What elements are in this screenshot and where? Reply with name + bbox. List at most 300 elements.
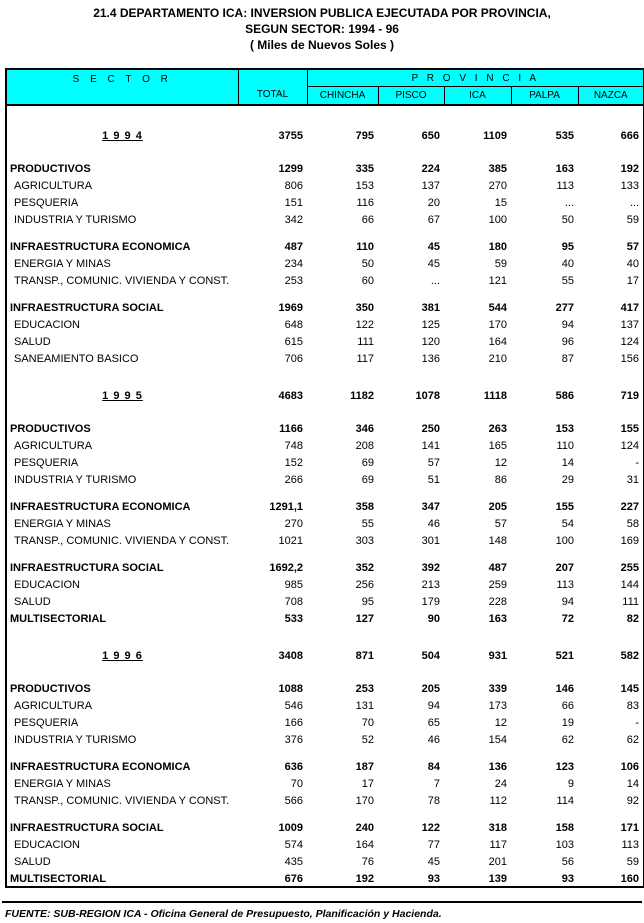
row-label: PRODUCTIVOS [10,163,91,175]
cell-value: 270 [284,518,303,530]
cell-value: 57 [494,518,507,530]
cell-value: - [635,717,640,729]
cell-value: 40 [561,258,574,270]
cell-value: 586 [555,390,574,402]
cell-value: 103 [555,839,574,851]
cell-value: 50 [561,214,574,226]
cell-value: 708 [284,596,303,608]
cell-value: 62 [561,734,574,746]
cell-value: 1166 [279,423,303,435]
cell-value: 1109 [483,130,507,142]
cell-value: 131 [355,700,374,712]
cell-value: 205 [421,683,440,695]
cell-value: 201 [488,856,507,868]
cell-value: 14 [561,457,574,469]
cell-value: 95 [361,596,374,608]
cell-value: 59 [626,214,640,226]
table-row [6,254,644,271]
table-row [6,193,644,210]
cell-value: 156 [620,353,640,365]
column-header-ica: ICA [444,87,511,106]
cell-value: 93 [427,873,440,885]
cell-value: 141 [421,440,440,452]
title-line-2: SEGUN SECTOR: 1994 - 96 [245,22,399,36]
row-label: PESQUERIA [14,197,79,209]
cell-value: 56 [561,856,574,868]
row-label: AGRICULTURA [14,700,93,712]
cell-value: 253 [284,275,303,287]
year-row [6,105,644,149]
cell-value: 24 [494,778,507,790]
cell-value: 113 [556,180,574,192]
cell-value: 346 [355,423,374,435]
table-row [6,531,644,548]
row-label: SALUD [14,336,51,348]
cell-value: 985 [284,579,303,591]
title-line-3: ( Miles de Nuevos Soles ) [249,38,395,52]
table-row [6,315,644,332]
cell-value: 7 [433,778,440,790]
cell-value: 342 [284,214,303,226]
cell-value: 173 [488,700,507,712]
cell-value: 166 [284,717,303,729]
cell-value: 66 [361,214,374,226]
cell-value: 544 [488,302,507,314]
row-label: INFRAESTRUCTURA SOCIAL [10,302,164,314]
table-row [6,730,644,747]
cell-value: 40 [626,258,640,270]
cell-value: 253 [355,683,374,695]
cell-value: 163 [488,613,507,625]
cell-value: - [635,457,640,469]
cell-value: 347 [421,501,440,513]
cell-value: 124 [620,440,640,452]
cell-value: 46 [427,518,440,530]
title-line-1: 21.4 DEPARTAMENTO ICA: INVERSION PUBLICA EJECUTADA POR PROVINCIA, [93,6,551,20]
cell-value: 487 [284,241,303,253]
cell-value: 582 [620,650,640,662]
table-row [6,852,644,869]
cell-value: 122 [421,822,440,834]
cell-value: 94 [561,596,574,608]
cell-value: 136 [488,761,507,773]
cell-value: 931 [488,650,507,662]
table-row [6,696,644,713]
cell-value: 45 [427,241,440,253]
data-table [5,68,644,888]
row-label: INFRAESTRUCTURA ECONOMICA [10,241,191,253]
column-header-chincha: CHINCHA [307,87,378,106]
cell-value: 335 [355,163,374,175]
cell-value: 69 [361,457,374,469]
cell-value: 86 [494,474,507,486]
source-note: FUENTE: SUB-REGION ICA - Oficina General de Presupuesto, Planificación y Hacienda. [5,908,442,920]
row-label: ENERGIA Y MINAS [14,778,111,790]
cell-value: 57 [626,241,640,253]
column-header-sector: S E C T O R [6,69,238,105]
row-label: TRANSP., COMUNIC. VIVIENDA Y CONST. [14,535,230,547]
cell-value: 14 [626,778,640,790]
row-label: EDUCACION [14,319,81,331]
cell-value: 148 [488,535,507,547]
table-row [6,176,644,193]
row-label: ENERGIA Y MINAS [14,258,111,270]
table-row [6,835,644,852]
cell-value: 111 [622,596,640,608]
section-row [6,288,644,315]
cell-value: 82 [626,613,640,625]
cell-value: 113 [556,579,574,591]
cell-value: 224 [421,163,440,175]
section-row [6,227,644,254]
cell-value: 1291,1 [269,501,303,513]
cell-value: 187 [355,761,374,773]
cell-value: 155 [555,501,574,513]
cell-value: 50 [361,258,374,270]
cell-value: 192 [355,873,374,885]
cell-value: 227 [620,501,640,513]
cell-value: 533 [284,613,303,625]
cell-value: 106 [620,761,640,773]
table-row [6,271,644,288]
row-label: TRANSP., COMUNIC. VIVIENDA Y CONST. [14,795,230,807]
table-row [6,210,644,227]
cell-value: 170 [488,319,507,331]
bold-row [6,609,644,626]
cell-value: 144 [620,579,640,591]
cell-value: 19 [561,717,574,729]
cell-value: 566 [284,795,303,807]
cell-value: 87 [561,353,574,365]
cell-value: 636 [284,761,303,773]
cell-value: 263 [488,423,507,435]
section-row [6,808,644,835]
cell-value: 208 [355,440,374,452]
section-row [6,149,644,176]
cell-value: 45 [427,856,440,868]
cell-value: 58 [626,518,640,530]
row-label: INDUSTRIA Y TURISMO [14,734,137,746]
row-label: SALUD [14,856,51,868]
cell-value: 301 [421,535,440,547]
cell-value: 152 [284,457,303,469]
document-title [0,5,644,53]
bold-row [6,869,644,887]
row-label: SANEAMIENTO BASICO [14,353,139,365]
row-label [6,105,238,149]
row-label: SALUD [14,596,51,608]
cell-value: 117 [489,839,507,851]
cell-value: 213 [421,579,440,591]
table-row [6,514,644,531]
cell-value: 574 [284,839,303,851]
table-row [6,713,644,730]
row-label: AGRICULTURA [14,440,93,452]
cell-value: 676 [284,873,303,885]
row-label: INDUSTRIA Y TURISMO [14,214,137,226]
cell-value: ... [564,197,574,209]
cell-value: 352 [355,562,374,574]
cell-value: 77 [427,839,440,851]
cell-value: 117 [356,353,374,365]
cell-value: 93 [561,873,574,885]
cell-value: 435 [284,856,303,868]
row-label: PRODUCTIVOS [10,683,91,695]
cell-value: 3755 [278,130,303,142]
cell-value: 303 [355,535,374,547]
cell-value: 706 [284,353,303,365]
cell-value: 170 [355,795,374,807]
row-label: PESQUERIA [14,457,79,469]
row-label: MULTISECTORIAL [10,613,107,625]
row-label: MULTISECTORIAL [10,873,107,885]
cell-value: 84 [427,761,440,773]
cell-value: 124 [620,336,640,348]
cell-value: 95 [561,241,574,253]
cell-value: 4683 [278,390,303,402]
cell-value: 113 [621,839,640,851]
cell-value: 151 [284,197,303,209]
cell-value: 650 [421,130,440,142]
cell-value: 205 [488,501,507,513]
section-row [6,409,644,436]
cell-value: 133 [620,180,640,192]
cell-value: 9 [567,778,574,790]
section-row [6,548,644,575]
cell-value: 46 [427,734,440,746]
year-row [6,626,644,669]
cell-value: 127 [355,613,374,625]
table-row [6,349,644,366]
table-row [6,791,644,808]
cell-value: 12 [494,457,507,469]
cell-value: 65 [427,717,440,729]
cell-value: 155 [620,423,640,435]
cell-value: 12 [494,717,507,729]
cell-value: 17 [626,275,640,287]
cell-value: 55 [561,275,574,287]
table-row [6,436,644,453]
cell-value: 45 [427,258,440,270]
cell-value: 121 [488,275,507,287]
cell-value: 240 [355,822,374,834]
cell-value: 125 [421,319,440,331]
cell-value: 120 [421,336,440,348]
cell-value: 114 [556,795,574,807]
cell-value: 55 [361,518,374,530]
cell-value: 806 [284,180,303,192]
cell-value: 163 [555,163,574,175]
cell-value: 180 [488,241,507,253]
cell-value: 1118 [483,390,507,402]
column-header-provincia: P R O V I N C I A [307,69,644,87]
cell-value: 59 [494,258,507,270]
row-label: AGRICULTURA [14,180,93,192]
cell-value: 266 [284,474,303,486]
row-label: EDUCACION [14,839,81,851]
footer-divider [2,901,642,903]
cell-value: 3408 [278,650,303,662]
cell-value: 256 [355,579,374,591]
cell-value: 164 [355,839,374,851]
cell-value: 60 [361,275,374,287]
cell-value: 146 [555,683,574,695]
cell-value: 228 [488,596,507,608]
column-header-pisco: PISCO [378,87,444,106]
cell-value: 1078 [415,390,440,402]
table-header [6,69,644,105]
cell-value: 100 [488,214,507,226]
cell-value: 648 [284,319,303,331]
table-body [6,105,644,887]
cell-value: 52 [361,734,374,746]
cell-value: 110 [356,241,374,253]
year-row [6,366,644,409]
table-row [6,575,644,592]
cell-value: 94 [427,700,440,712]
cell-value: 158 [555,822,574,834]
cell-value: 871 [355,650,374,662]
cell-value: 1088 [278,683,303,695]
cell-value: 122 [355,319,374,331]
cell-value: 15 [494,197,507,209]
cell-value: 59 [626,856,640,868]
cell-value: 137 [421,180,440,192]
row-label [6,366,238,409]
cell-value: 192 [620,163,640,175]
cell-value: 350 [355,302,374,314]
column-header-nazca: NAZCA [578,87,644,106]
table-row [6,470,644,487]
cell-value: 111 [357,336,374,348]
row-label: EDUCACION [14,579,81,591]
cell-value: 171 [620,822,640,834]
cell-value: 385 [488,163,507,175]
cell-value: ... [629,197,640,209]
row-label: TRANSP., COMUNIC. VIVIENDA Y CONST. [14,275,230,287]
row-label: INFRAESTRUCTURA ECONOMICA [10,761,191,773]
row-label: PESQUERIA [14,717,79,729]
cell-value: 318 [488,822,507,834]
row-label: INFRAESTRUCTURA SOCIAL [10,562,164,574]
column-header-palpa: PALPA [511,87,578,106]
cell-value: 83 [626,700,640,712]
table-row [6,592,644,609]
cell-value: 66 [561,700,574,712]
year-label: 1 9 9 5 [102,390,143,402]
cell-value: 92 [626,795,640,807]
cell-value: 207 [555,562,574,574]
year-label: 1 9 9 4 [102,130,143,142]
cell-value: 277 [555,302,574,314]
cell-value: 70 [361,717,374,729]
row-label: INDUSTRIA Y TURISMO [14,474,137,486]
cell-value: 169 [620,535,640,547]
cell-value: 179 [421,596,440,608]
cell-value: 154 [488,734,507,746]
cell-value: 255 [620,562,640,574]
cell-value: 210 [488,353,507,365]
cell-value: 139 [488,873,507,885]
cell-value: 29 [561,474,574,486]
cell-value: 76 [361,856,374,868]
cell-value: 358 [355,501,374,513]
cell-value: 137 [620,319,640,331]
row-label: ENERGIA Y MINAS [14,518,111,530]
cell-value: 748 [284,440,303,452]
cell-value: 259 [488,579,507,591]
cell-value: 17 [361,778,374,790]
cell-value: 1969 [278,302,303,314]
cell-value: 1692,2 [269,562,303,574]
cell-value: 67 [427,214,440,226]
row-label: INFRAESTRUCTURA SOCIAL [10,822,164,834]
cell-value: 136 [421,353,440,365]
cell-value: 54 [561,518,574,530]
cell-value: 116 [356,197,374,209]
cell-value: 164 [488,336,507,348]
cell-value: 69 [361,474,374,486]
cell-value: 392 [421,562,440,574]
cell-value: 250 [421,423,440,435]
cell-value: 719 [620,390,640,402]
cell-value: 20 [427,197,440,209]
cell-value: 339 [488,683,507,695]
section-row [6,669,644,696]
cell-value: 1021 [278,535,303,547]
cell-value: 376 [284,734,303,746]
cell-value: 535 [555,130,574,142]
cell-value: 145 [620,683,640,695]
cell-value: 57 [427,457,440,469]
cell-value: 51 [427,474,440,486]
cell-value: 795 [355,130,374,142]
cell-value: 1182 [350,390,374,402]
cell-value: 31 [626,474,640,486]
cell-value: 78 [427,795,440,807]
cell-value: 94 [561,319,574,331]
cell-value: 123 [555,761,574,773]
table-row [6,774,644,791]
cell-value: 160 [620,873,640,885]
cell-value: 62 [626,734,640,746]
cell-value: 487 [488,562,507,574]
cell-value: 70 [290,778,303,790]
table-row [6,332,644,349]
cell-value: ... [430,275,440,287]
cell-value: 153 [355,180,374,192]
cell-value: 72 [561,613,574,625]
section-row [6,747,644,774]
cell-value: 521 [555,650,574,662]
column-header-total: TOTAL [238,69,307,105]
cell-value: 1299 [278,163,303,175]
cell-value: 270 [488,180,507,192]
cell-value: 381 [421,302,440,314]
cell-value: 110 [556,440,574,452]
cell-value: 90 [427,613,440,625]
section-row [6,487,644,514]
row-label: PRODUCTIVOS [10,423,91,435]
row-label: INFRAESTRUCTURA ECONOMICA [10,501,191,513]
cell-value: 234 [284,258,303,270]
cell-value: 417 [620,302,640,314]
cell-value: 165 [488,440,507,452]
cell-value: 666 [620,130,640,142]
cell-value: 100 [555,535,574,547]
cell-value: 1009 [278,822,303,834]
year-label: 1 9 9 6 [102,650,143,662]
